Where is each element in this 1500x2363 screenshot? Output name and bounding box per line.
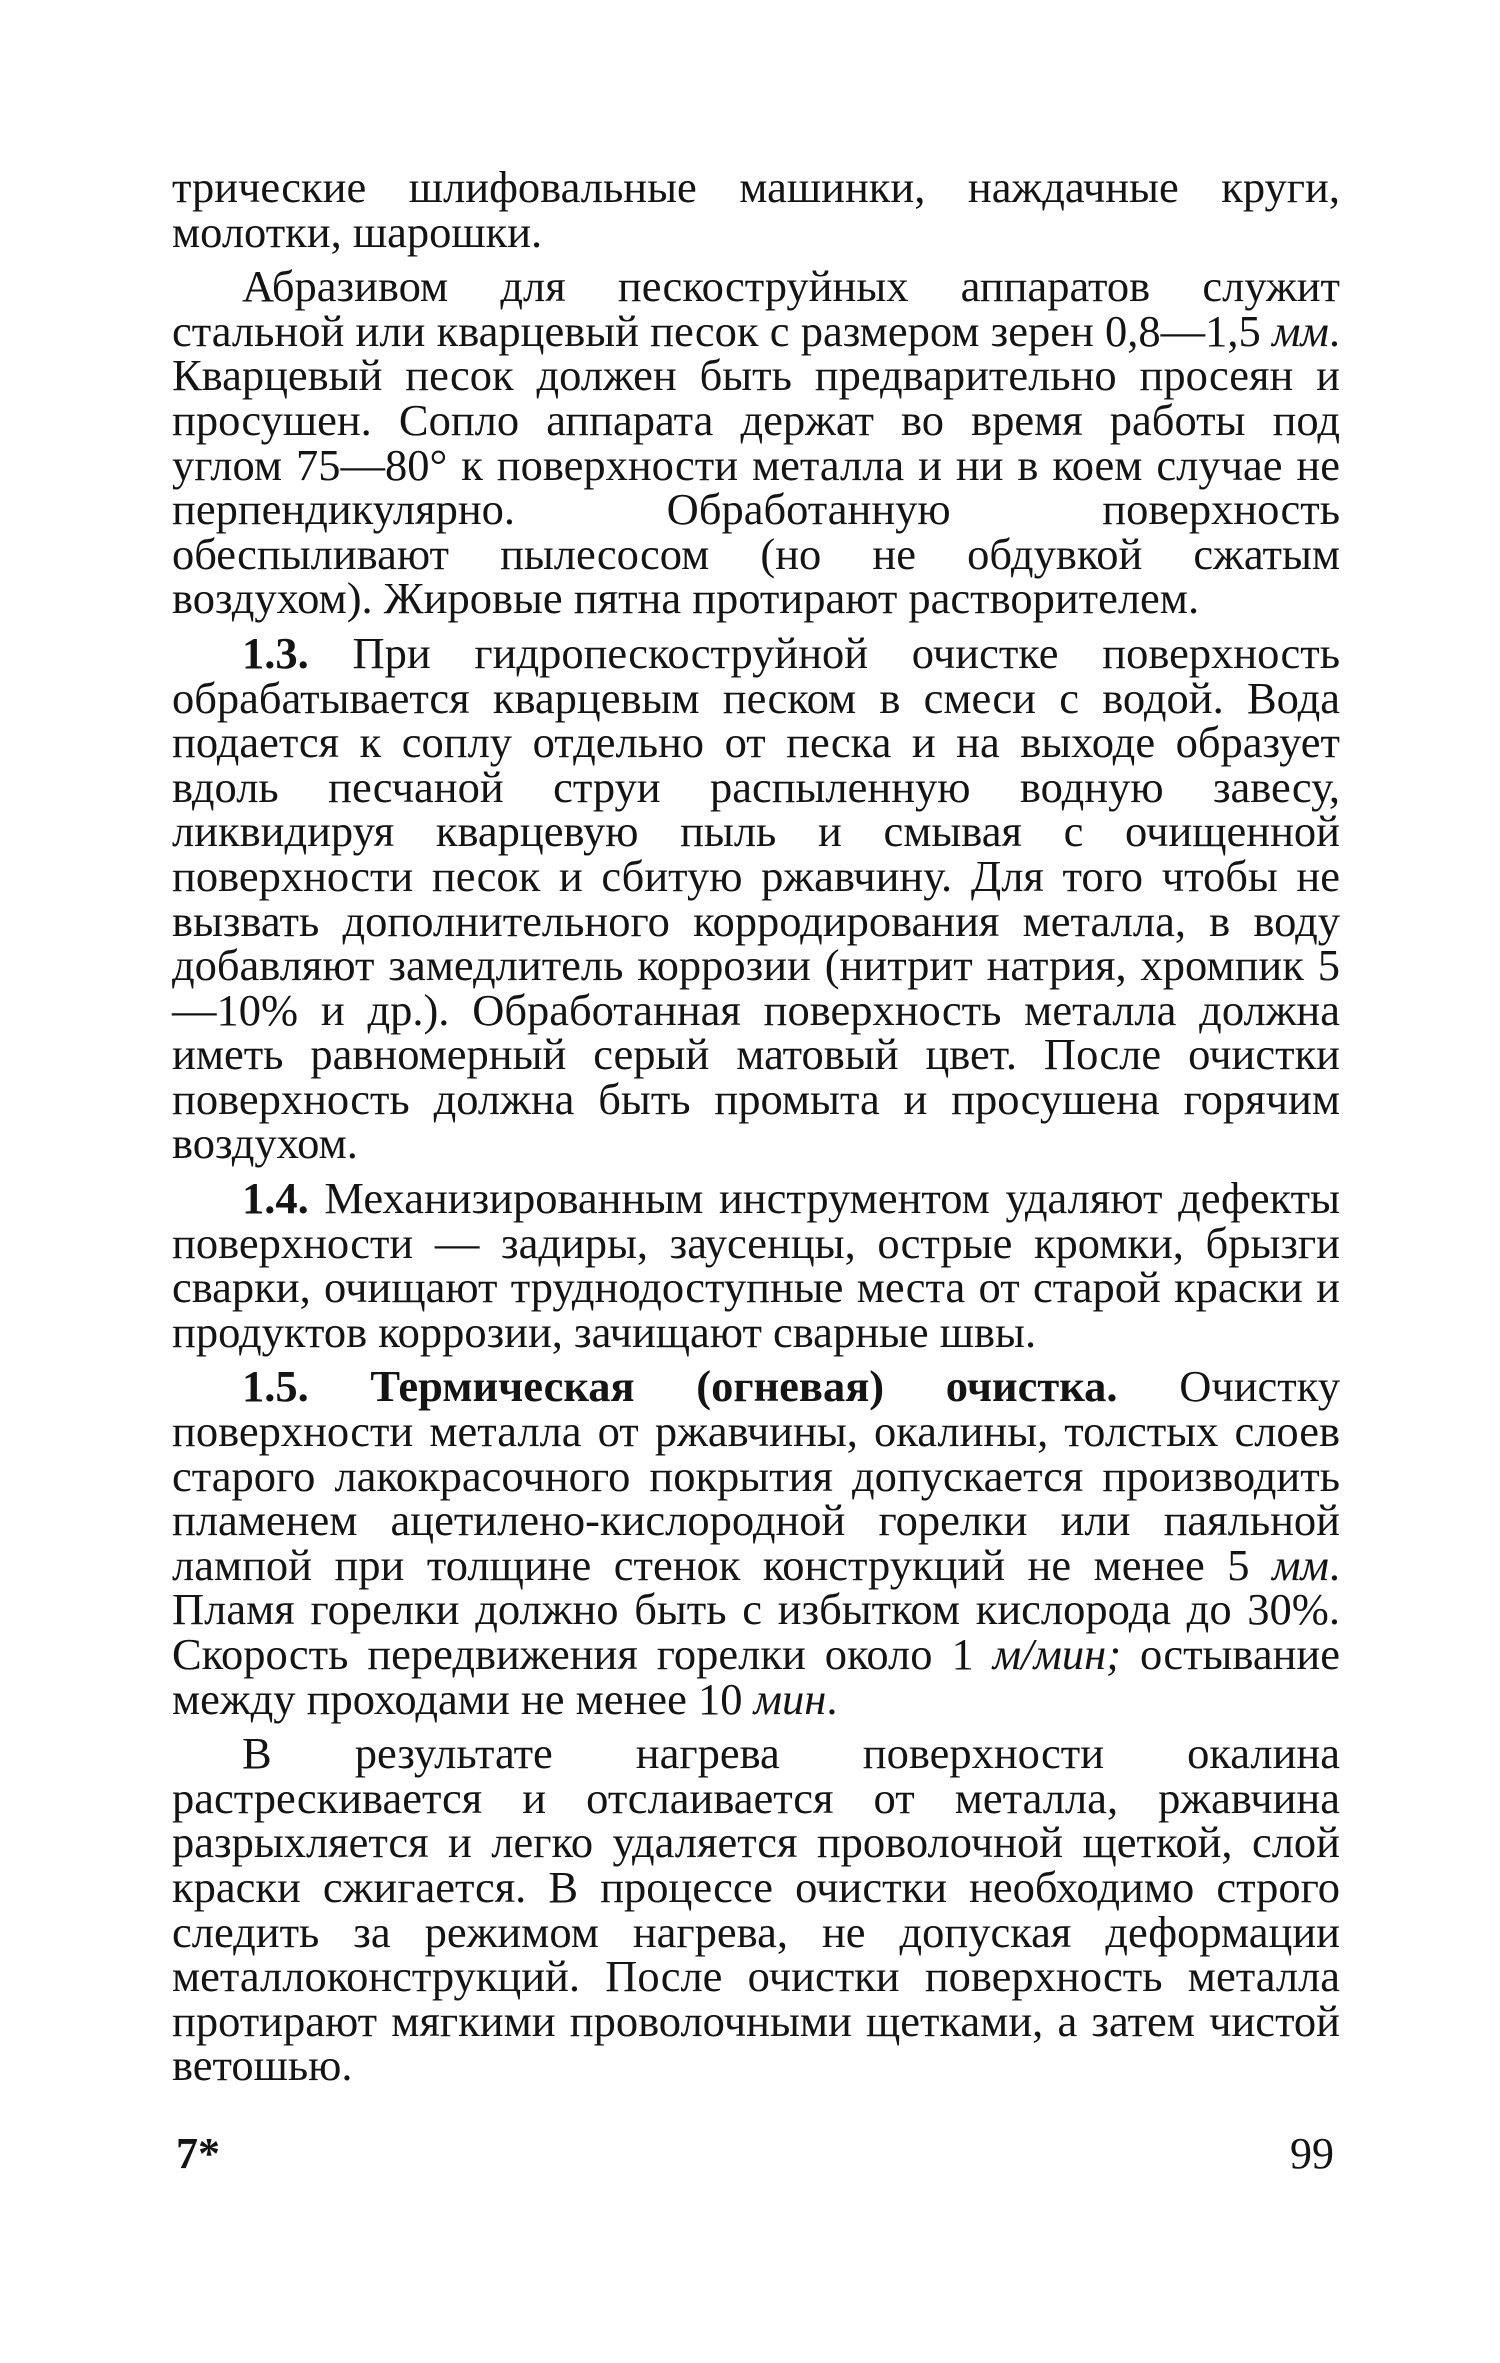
- paragraph-text: .: [826, 1673, 838, 1724]
- paragraph-text: При гидропескоструйной очистке поверхность обрабатывается кварцевым песком в смеси с водой. Вода подается к соплу отдельно от песка и на выходе образует вдоль песчаной струи распыленную водную завесу, ликвидируя кварцевую пыль и смывая с очищенной поверхности песок и сбитую ржавчину. Для того чтобы не вызвать дополнительного корродирования металла, в воду добавляют замедлитель коррозии (нитрит натрия, хромпик 5—10% и др.). Обработанная поверхность металла должна иметь равномерный серый матовый цвет. После очистки поверхность должна быть промыта и просушена горячим воздухом.: [172, 627, 1340, 1169]
- signature-mark: 7*: [176, 2129, 220, 2178]
- section-number: 1.5.: [242, 1361, 309, 1412]
- paragraph-result: [172, 1728, 1340, 2091]
- paragraph-continued: [172, 162, 1340, 257]
- paragraph-abrasive: [172, 261, 1340, 624]
- section-number: 1.3.: [242, 627, 309, 678]
- unit-m-per-min: м/мин;: [992, 1629, 1122, 1679]
- section-number: 1.4.: [242, 1173, 309, 1224]
- paragraph-text: остывание между проходами не менее 10: [172, 1629, 1340, 1724]
- paragraph-text: Абразивом для пескоструйных аппаратов служит стальной или кварцевый песок с размером зерен 0,8—1,5: [172, 261, 1340, 356]
- paragraph-text: В результате нагрева поверхности окалина растрескивается и отслаивается от металла, ржавчина разрыхляется и легко удаляется проволочной щеткой, слой краски сжигается. В процессе очистки необходимо строго следить за режимом нагрева, не допуская деформации металлоконструкций. После очистки поверхность металла протирают мягкими проволочными щетками, а затем чистой ветошью.: [172, 1728, 1340, 2091]
- paragraph-text: . Кварцевый песок должен быть предварительно просеян и просушен. Сопло аппарата держат во время работы под углом 75—80° к поверхности металла и ни в коем случае не перпендикулярно. Обработанную поверхность обеспыливают пылесосом (но не обдувкой сжатым воздухом). Жировые пятна протирают растворителем.: [172, 305, 1340, 624]
- unit-min: мин: [753, 1673, 827, 1724]
- paragraph-1-3: [172, 627, 1340, 1169]
- unit-mm: мм: [1272, 305, 1329, 356]
- paragraph-1-4: [172, 1173, 1340, 1357]
- paragraph-text: . Пламя горелки должно быть с избытком кислорода до 30%. Скорость передвижения горелки около 1: [172, 1539, 1340, 1679]
- unit-mm: мм: [1272, 1539, 1329, 1590]
- paragraph-text: Механизированным инструментом удаляют дефекты поверхности — задиры, заусенцы, острые кромки, брызги сварки, очищают труднодоступные места от старой краски и продуктов коррозии, зачищают сварные швы.: [172, 1173, 1340, 1357]
- body-text: [172, 162, 1340, 2091]
- paragraph-text: трические шлифовальные машинки, наждачные круги, молотки, шарошки.: [172, 162, 1340, 257]
- section-heading: Термическая (огневая) очистка.: [308, 1361, 1118, 1412]
- paragraph-text: Очистку поверхности металла от ржавчины, окалины, толстых слоев старого лакокрасочного покрытия допускается производить пламенем ацетилено-кислородной горелки или паяльной лампой при толщине стенок конструкций не менее 5: [172, 1361, 1340, 1590]
- paragraph-1-5: [172, 1361, 1340, 1724]
- page-number: 99: [1290, 2129, 1334, 2178]
